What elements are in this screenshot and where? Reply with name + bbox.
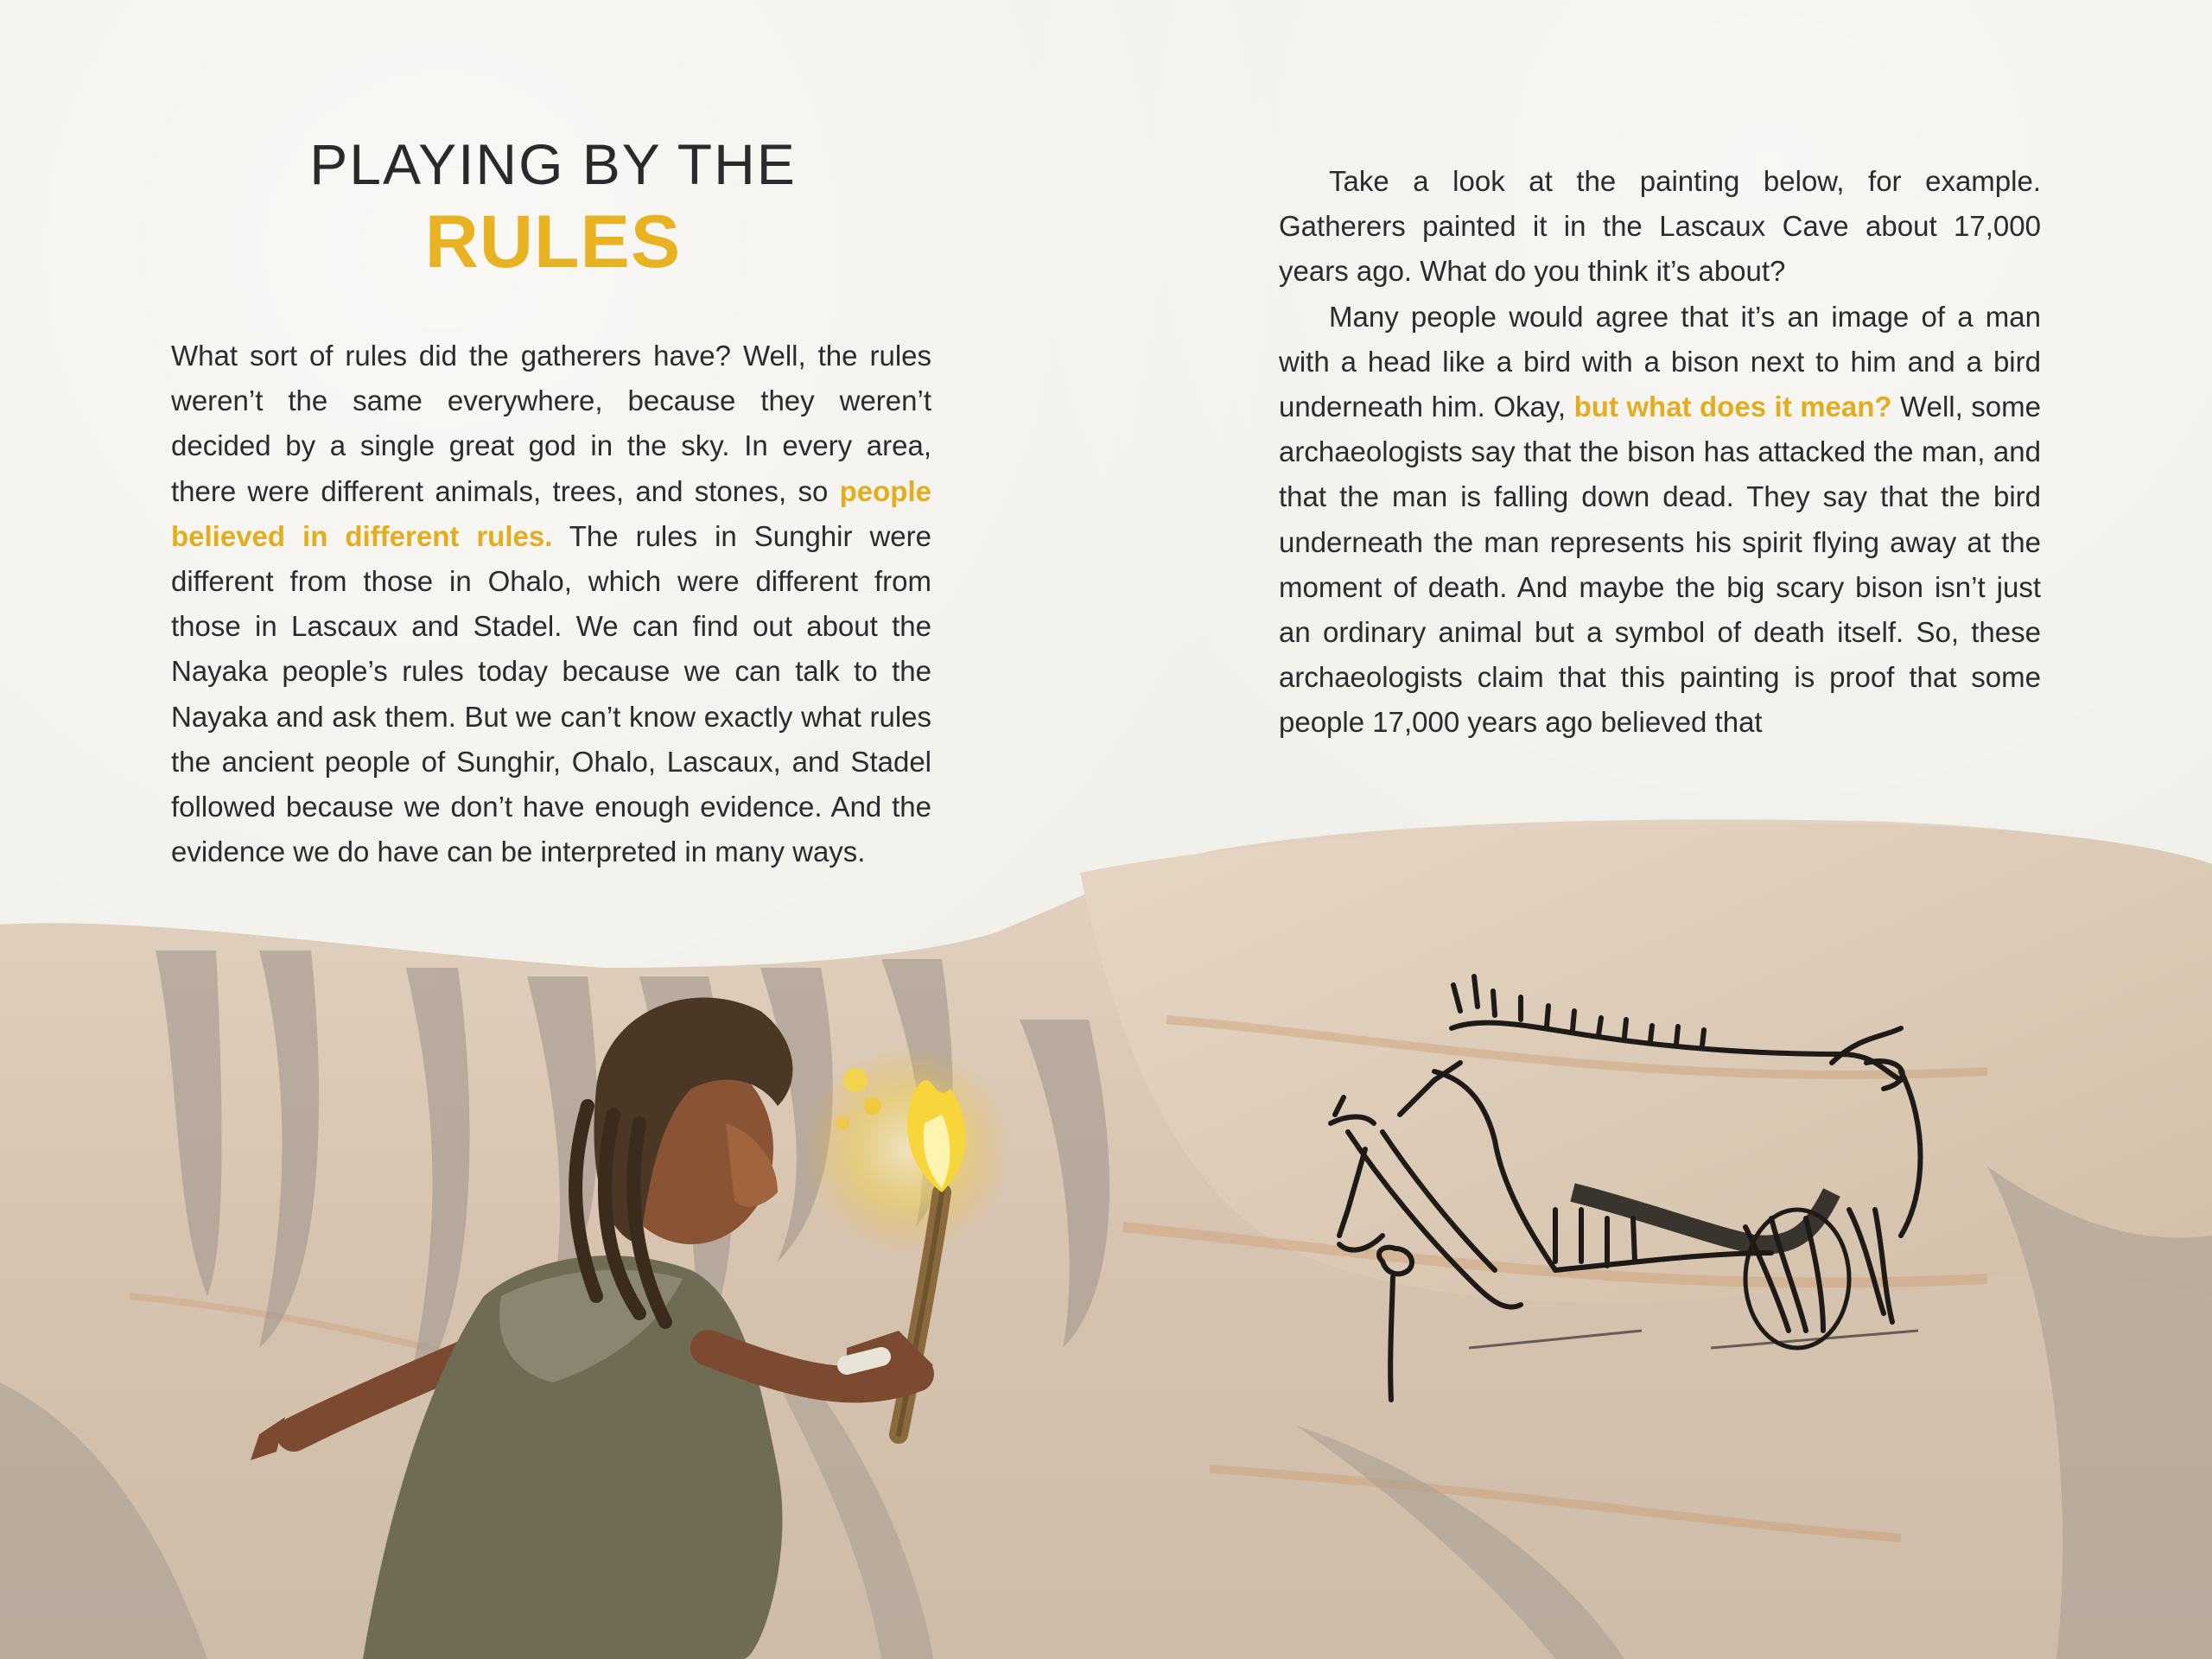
left-column-text	[171, 334, 931, 874]
right-paragraph-2-end: Well, some archaeologists say that the bison has attacked the man, and that the man is falling down dead. They say that the bird underneath the man represents his spirit flying away at the moment of death. And maybe the big scary bison isn’t just an ordinary animal but a symbol of death itself. So, these archaeologists claim that this painting is proof that some people 17,000 years ago believed that	[1279, 391, 2041, 739]
left-highlight: people believed in different rules.	[171, 474, 931, 552]
right-highlight: but what does it mean?	[1573, 391, 1892, 423]
right-paragraph-2-start: Many people would agree that it’s an image of a man with a head like a bird with a bison next to him and a bird underneath him. Okay,	[1279, 300, 2041, 423]
left-paragraph-end: The rules in Sunghir were different from those in Ohalo, which were different from those in Lascaux and Stadel. We can find out about the Nayaka people’s rules today because we can talk to the Nayaka and ask them. But we can’t know exactly what rules the ancient people of Sunghir, Ohalo, Lascaux, and Stadel followed because we don’t have enough evidence. And the evidence we do have can be interpreted in many ways.	[171, 519, 931, 868]
left-paragraph-start: What sort of rules did the gatherers have? Well, the rules weren’t the same everywhere, because they weren’t decided by a single great god in the sky. In every area, there were different animals, trees, and stones, so	[171, 340, 931, 507]
page-title-line1: PLAYING BY THE	[309, 132, 797, 196]
page-title-line2: RULES	[424, 200, 682, 283]
right-paragraph-2	[1279, 295, 2041, 746]
right-paragraph-1: Take a look at the painting below, for example. Gatherers painted it in the Lascaux Cave about 17,000 years ago. What do you think it’s about?	[1279, 165, 2041, 288]
title-block	[173, 130, 933, 285]
right-column-text	[1279, 159, 2041, 746]
left-paragraph	[171, 334, 931, 874]
